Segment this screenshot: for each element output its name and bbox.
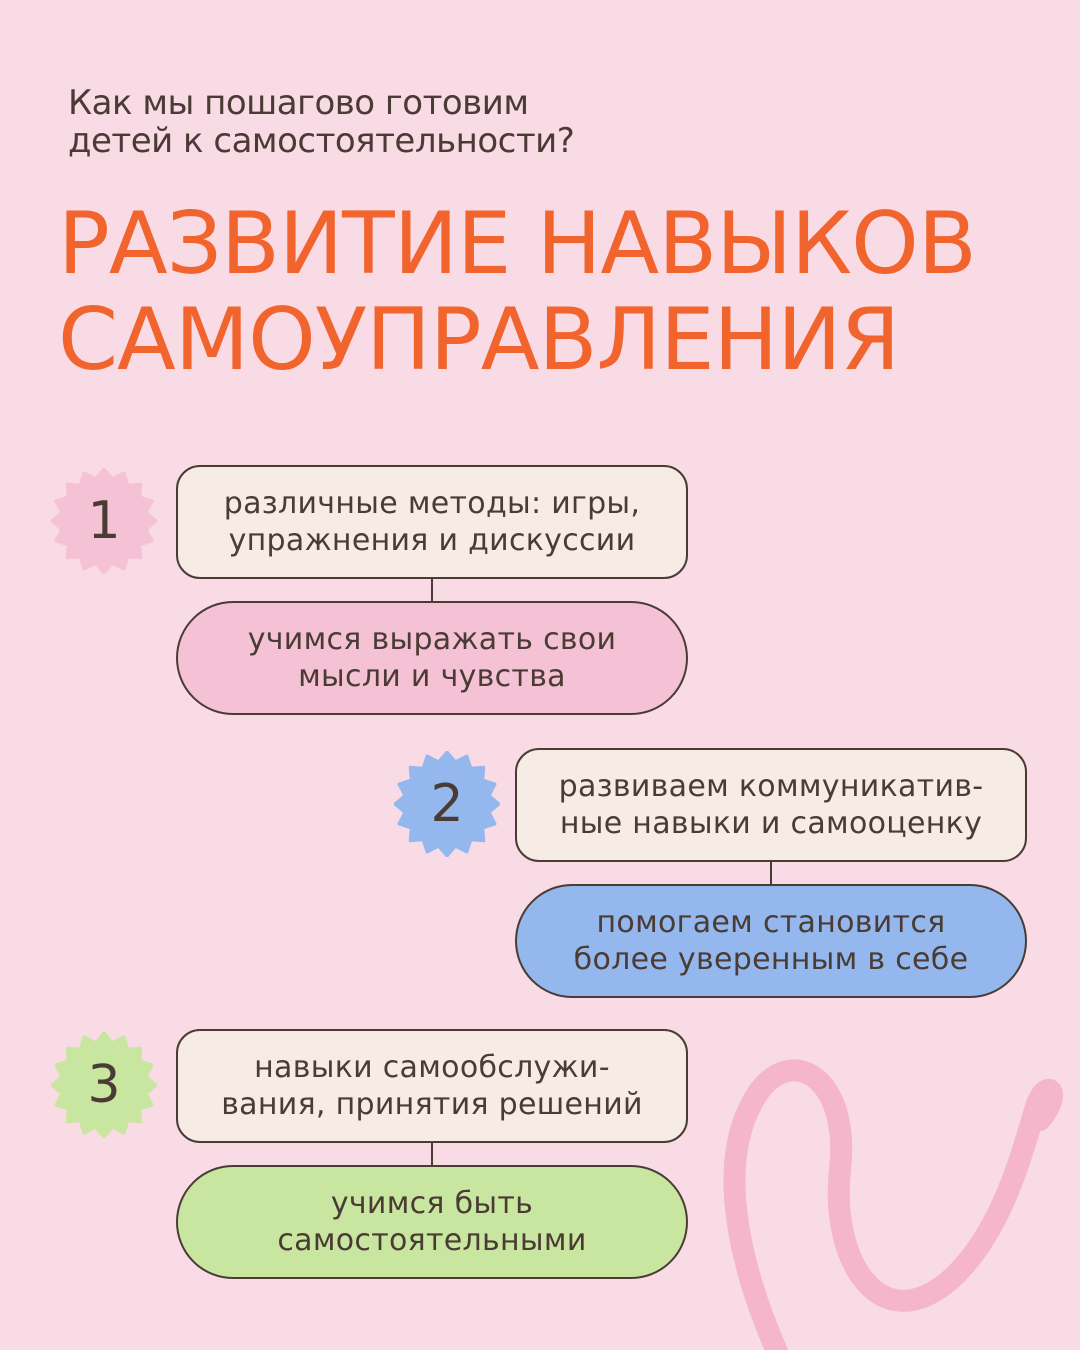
step2-result-line1: помогаем становится bbox=[596, 905, 946, 940]
step2-method-box bbox=[515, 748, 1027, 862]
step2-badge bbox=[394, 751, 500, 857]
step3-number: 3 bbox=[87, 1055, 121, 1115]
step1-method-line2: упражнения и дискуссии bbox=[228, 523, 636, 558]
step1-result-box bbox=[176, 601, 688, 715]
step1-connector bbox=[431, 578, 433, 602]
step1-method-box bbox=[176, 465, 688, 579]
step3-method-line1: навыки самообслужи- bbox=[254, 1050, 610, 1085]
step3-result-box bbox=[176, 1165, 688, 1279]
page-subtitle: Как мы пошагово готовим детей к самостоятельности? bbox=[68, 83, 575, 161]
step2-result-box bbox=[515, 884, 1027, 998]
step2-connector bbox=[770, 861, 772, 885]
step2-method-line2: ные навыки и самооценку bbox=[559, 806, 983, 841]
step3-result-line1: учимся быть bbox=[330, 1186, 534, 1221]
step2-number: 2 bbox=[430, 774, 464, 834]
step2-result-line2: более уверенным в себе bbox=[573, 942, 969, 977]
step3-connector bbox=[431, 1142, 433, 1166]
step3-method-line2: вания, принятия решений bbox=[221, 1087, 643, 1122]
step1-result-line1: учимся выражать свои bbox=[247, 622, 617, 657]
decorative-swirl bbox=[700, 1040, 1080, 1350]
step1-number: 1 bbox=[87, 491, 121, 551]
step1-badge bbox=[51, 468, 157, 574]
page-title: РАЗВИТИЕ НАВЫКОВ САМОУПРАВЛЕНИЯ bbox=[58, 194, 976, 390]
step3-method-box bbox=[176, 1029, 688, 1143]
step1-result-line2: мысли и чувства bbox=[298, 659, 566, 694]
step2-method-line1: развиваем коммуникатив- bbox=[558, 769, 984, 804]
step3-badge bbox=[51, 1032, 157, 1138]
step1-method-line1: различные методы: игры, bbox=[223, 486, 641, 521]
step3-result-line2: самостоятельными bbox=[277, 1223, 587, 1258]
